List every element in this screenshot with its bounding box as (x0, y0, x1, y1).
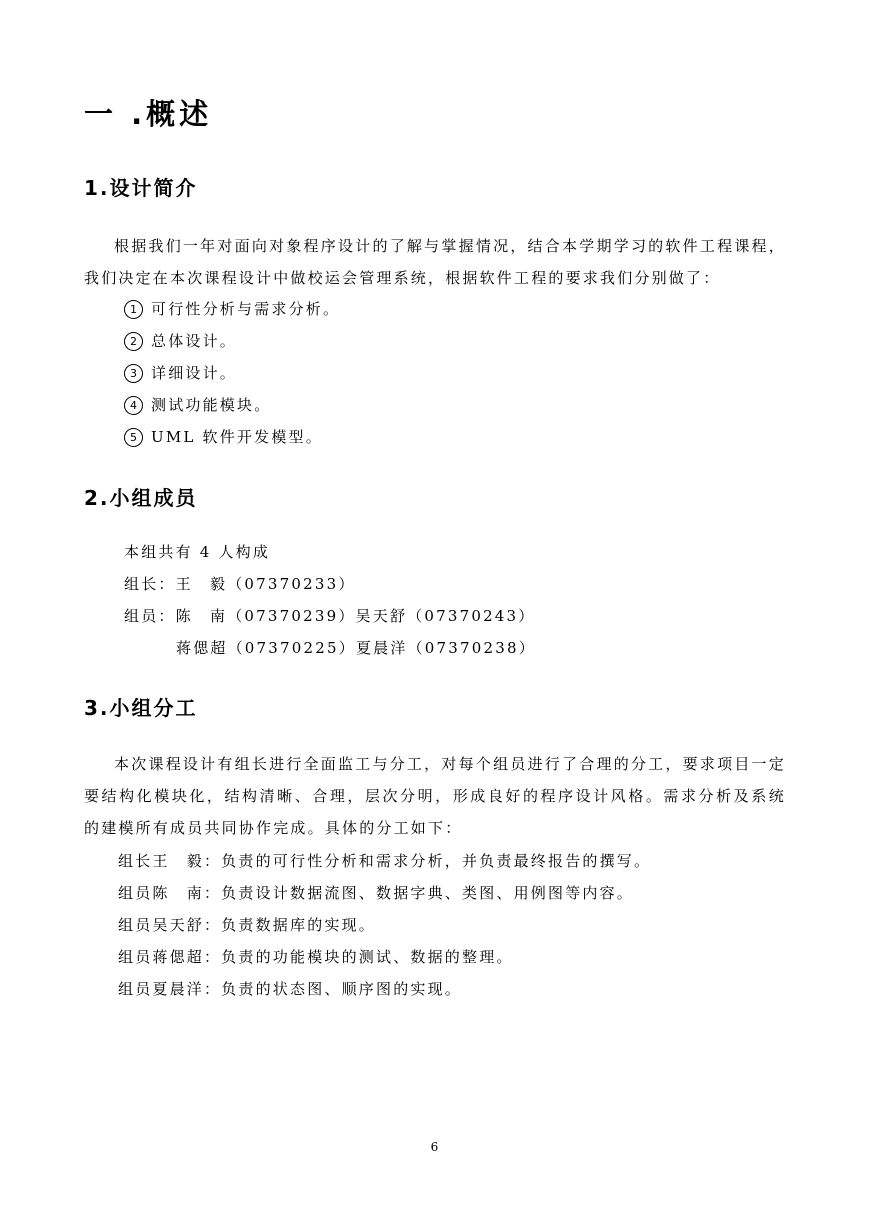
list-item-text: 总体设计。 (151, 332, 238, 350)
list-item-text: 详细设计。 (151, 364, 238, 382)
task-line: 组长王 毅：负责的可行性分析和需求分析，并负责最终报告的撰写。 (118, 852, 652, 870)
list-item (124, 389, 271, 421)
section-heading-design-intro: 1.设计简介 (84, 176, 198, 200)
list-item-text: 可行性分析与需求分析。 (151, 300, 341, 318)
chapter-title: 一 .概述 (84, 97, 213, 131)
task-line: 组员陈 南：负责设计数据流图、数据字典、类图、用例图等内容。 (118, 884, 635, 902)
team-members-line-continued: 蒋偲超（07370225）夏晨洋（07370238） (176, 639, 536, 657)
task-division-paragraph: 本次课程设计有组长进行全面监工与分工，对每个组员进行了合理的分工，要求项目一定要结构化模块化，结构清晰、合理，层次分明，形成良好的程序设计风格。需求分析及系统的建模所有成员共同协作完成。具体的分工如下： (84, 755, 786, 837)
list-item (124, 325, 237, 357)
circled-number-icon: 1 (124, 300, 143, 319)
list-item-text: 测试功能模块。 (151, 396, 272, 414)
list-item-text: UML 软件开发模型。 (151, 428, 323, 446)
section-heading-team-members: 2.小组成员 (84, 486, 198, 510)
team-members-line: 组员：陈 南（07370239）吴天舒（07370243） (124, 607, 536, 625)
page-number: 6 (430, 1140, 439, 1154)
team-size-line: 本组共有 4 人构成 (124, 543, 271, 561)
task-line: 组员夏晨洋：负责的状态图、顺序图的实现。 (118, 980, 463, 998)
list-item (124, 357, 237, 389)
list-item (124, 293, 340, 325)
list-item (124, 421, 323, 453)
section-heading-task-division: 3.小组分工 (84, 696, 198, 720)
circled-number-icon: 2 (124, 332, 143, 351)
team-leader-line: 组长：王 毅（07370233） (124, 575, 356, 593)
task-line: 组员吴天舒：负责数据库的实现。 (118, 916, 377, 934)
design-intro-paragraph: 根据我们一年对面向对象程序设计的了解与掌握情况，结合本学期学习的软件工程课程，我们决定在本次课程设计中做校运会管理系统，根据软件工程的要求我们分别做了： (84, 237, 786, 287)
circled-number-icon: 3 (124, 364, 143, 383)
task-line: 组员蒋偲超：负责的功能模块的测试、数据的整理。 (118, 948, 514, 966)
circled-number-icon: 4 (124, 396, 143, 415)
circled-number-icon: 5 (124, 428, 143, 447)
